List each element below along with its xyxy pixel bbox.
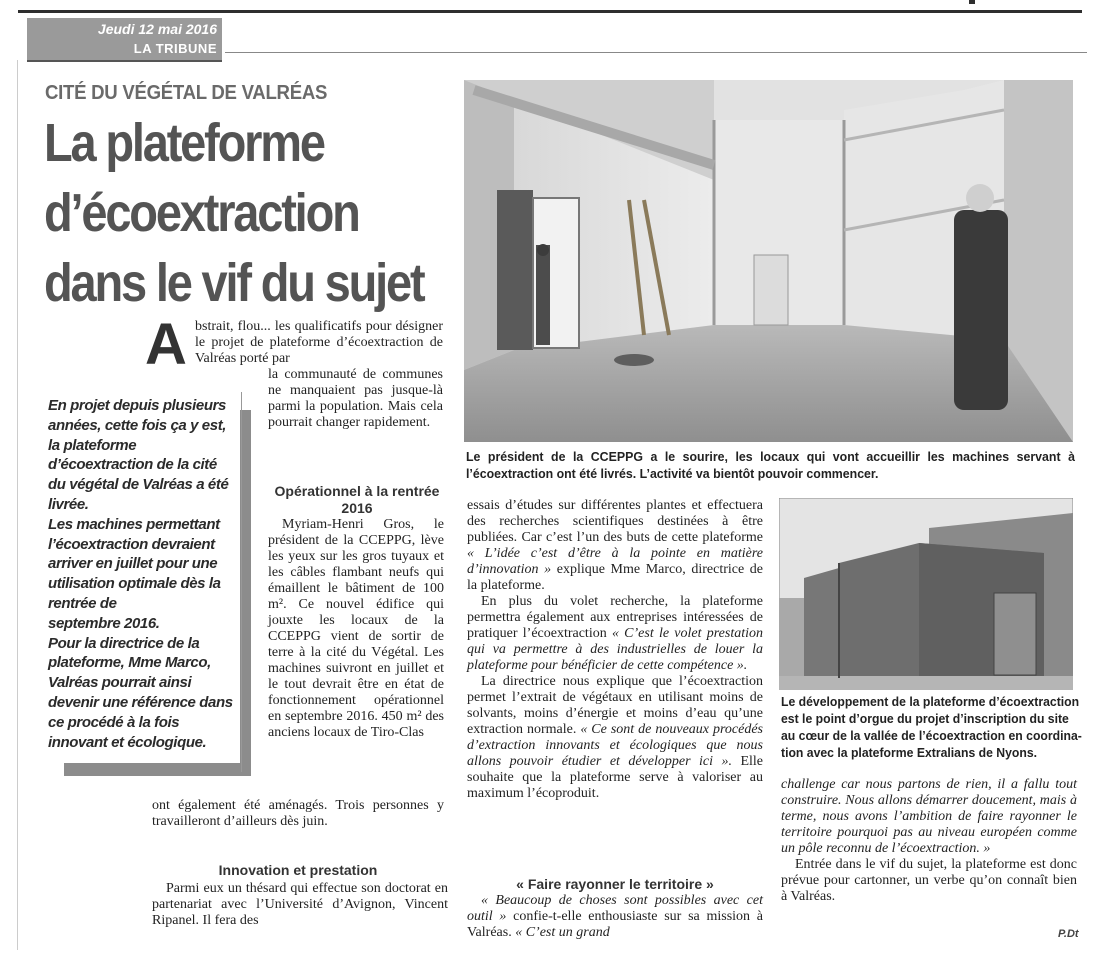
- chapo-line: rentrée de: [48, 594, 117, 612]
- faire-rayonner-paragraph: [467, 893, 763, 941]
- left-margin-rule: [17, 60, 18, 950]
- top-border-line: [18, 10, 1082, 13]
- quote-text: « C’est un grand: [515, 925, 610, 940]
- column-3-text: [467, 498, 763, 802]
- photo-interior-hall: [464, 80, 1073, 442]
- paragraph-text: confie-t-elle enthousiaste sur sa mission à Valréas.: [467, 909, 763, 940]
- paragraph-text: La directrice nous explique que l’écoextraction permet l’extrait de végétaux en utilisant moins de solvants, moins d’énergie et moins d’eau qu’une extraction normale.: [467, 674, 763, 737]
- intro-paragraph-top: bstrait, flou... les qualificatifs pour désigner le projet de plateforme d’écoextraction de Valréas porté par: [195, 319, 443, 366]
- photo-2-caption: [781, 693, 1082, 761]
- chapo-line: septembre 2016.: [48, 614, 160, 632]
- article-kicker: CITÉ DU VÉGÉTAL DE VALRÉAS: [45, 82, 328, 104]
- chapo-line: Valréas pourrait ainsi: [48, 674, 192, 692]
- column-3-paragraph-2: [467, 594, 763, 674]
- column-4-text: [781, 777, 1077, 905]
- chapo-line: l’écoextraction devraient: [48, 535, 215, 553]
- chapo-line: Les machines permettant: [48, 515, 220, 533]
- headline-line-3: dans le vif du sujet: [44, 253, 424, 313]
- column-2-text: Myriam-Henri Gros, le président de la CCEPPG, lève les yeux sur les gros tuyaux et les câbles flambant neufs qui émaillent le bâtiment de 100 m². Ce nouvel édifice qui jouxte les locaux de la CCEPPG vient de sortir de terre à la cité du Végétal. Les machines suivront en juillet et le tout devrait être en état de fonctionnement opérationnel en septembre 2016. 450 m² des anciens locaux de Tiro-Clas: [268, 517, 444, 740]
- chapo-line: du végétal de Valréas a été: [48, 476, 229, 494]
- quote-text: « C’est le volet prestation qui va permettre à des industrielles de louer la plateforme pour bénéficier de cette compétence ».: [467, 626, 764, 673]
- photo-1-caption: Le président de la CCEPPG a le sourire, les locaux qui vont accueillir les machines servant à l’écoextraction ont été livrés. L’activité va bientôt pouvoir commencer.: [466, 449, 1075, 481]
- column-4-conclusion: Entrée dans le vif du sujet, la plateforme est donc prévue pour cartonner, un verbe qu’on connaît bien à Valréas.: [781, 857, 1077, 904]
- paragraph-text: Elle souhaite que la plateforme serve à valoriser au maximum l’écoproduit.: [467, 754, 763, 801]
- chapo-text: [48, 396, 250, 752]
- interior-photo-drawing: [464, 80, 1073, 442]
- chapo-line: d’écoextraction de la cité: [48, 456, 217, 474]
- header-rule: [225, 52, 1087, 53]
- issue-date: Jeudi 12 mai 2016: [97, 21, 217, 37]
- chapo-line: années, cette fois ça y est,: [48, 416, 227, 434]
- column-4-quote: challenge car nous partons de rien, il a fallu tout construire. Nous allons démarrer doucement, mais à terme, nous avons l’ambition de faire rayonner le territoire pourquoi pas au niveau européen comme un pôle reconnu de l’écoextraction. »: [781, 777, 1077, 856]
- chapo-line: la plateforme: [48, 436, 137, 454]
- headline-line-1: La plateforme: [44, 113, 324, 173]
- paragraph-text: explique Mme Marco, directrice de la plateforme.: [467, 562, 764, 593]
- exterior-photo-drawing: [779, 498, 1073, 690]
- paragraph-text: En plus du volet recherche, la plateforme permettra également aux entreprises intéressées de pratiquer l’écoextraction: [467, 594, 763, 641]
- drop-cap: A: [145, 312, 187, 377]
- caption-line: Le développement de la plateforme d’écoextraction: [781, 694, 1080, 709]
- chapo-line: devenir une référence dans: [48, 693, 233, 711]
- column-3-paragraph-3: [467, 674, 763, 802]
- chapo-line: arriver en juillet pour une: [48, 555, 218, 573]
- photo-building-exterior: [779, 498, 1073, 690]
- headline-line-2: d’écoextraction: [44, 183, 359, 243]
- paragraph-text: essais d’études sur différentes plantes et effectuera des recherches scientifiques destinées à être publiées. Car c’est l’un des buts de cette plateforme: [467, 498, 763, 545]
- caption-line: tion avec la plateforme Extralians de Nyons.: [781, 745, 1038, 760]
- article-headline: [44, 108, 424, 318]
- subheading-innovation: Innovation et prestation: [218, 862, 378, 878]
- quote-text: « Beaucoup de choses sont possibles avec cet outil »: [467, 893, 763, 924]
- chapo-line: plateforme, Mme Marco,: [48, 654, 211, 672]
- quote-text: « L’idée c’est d’être à la pointe en matière d’innovation »: [467, 546, 763, 577]
- chapo-line: innovant et écologique.: [48, 733, 207, 751]
- subheading-faire-rayonner: « Faire rayonner le territoire »: [516, 876, 714, 892]
- author-signature: P.Dt: [1058, 928, 1079, 940]
- subheading-operationnel: Opérationnel à la rentrée 2016: [274, 483, 440, 516]
- newspaper-name: LA TRIBUNE: [133, 41, 217, 56]
- chapo-line: Pour la directrice de la: [48, 634, 200, 652]
- newspaper-header-tag: [27, 18, 222, 62]
- column-3-paragraph-1: [467, 498, 763, 594]
- chapo-line: livrée.: [48, 495, 89, 513]
- quote-text: « Ce sont de nouveaux procédés d’extraction innovants et écologiques que nous allons pouvoir étudier et développer ici ».: [467, 722, 763, 769]
- innovation-paragraph: Parmi eux un thésard qui effectue son doctorat en partenariat avec l’Université d’Avignon, Vincent Ripanel. Il fera des: [152, 881, 448, 928]
- caption-line: au cœur de la vallée de l’écoextraction en coordina-: [781, 728, 1082, 743]
- caption-line: est le point d’orgue du projet d’inscription du site: [781, 711, 1069, 726]
- chapo-line: utilisation optimale dès la: [48, 575, 221, 593]
- top-border-mark: [969, 0, 975, 4]
- intro-paragraph-mid: la communauté de communes ne manquaient pas jusque-là parmi la population. Mais cela pourrait changer rapidement.: [268, 367, 443, 430]
- column-2-continuation: ont également été aménagés. Trois personnes y travailleront d’ailleurs dès juin.: [152, 798, 444, 829]
- chapo-line: En projet depuis plusieurs: [48, 397, 226, 414]
- chapo-line: ce procédé à la fois: [48, 713, 180, 731]
